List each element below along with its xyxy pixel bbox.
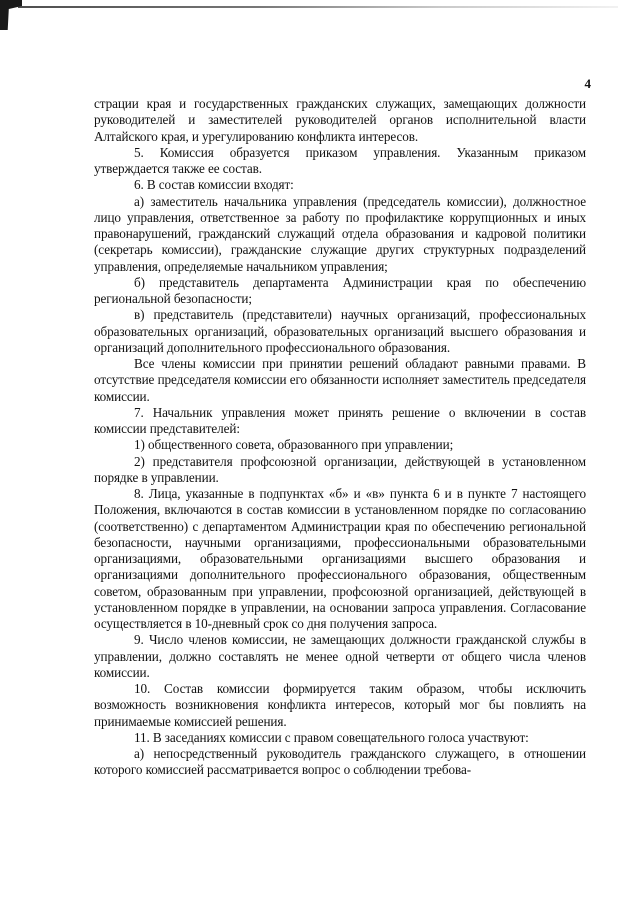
paragraph-item-7: 7. Начальник управления может принять решение о включении в состав комиссии представителей: (94, 404, 586, 436)
paragraph-item-7-2: 2) представителя профсоюзной организации, действующей в установленном порядке в управлении. (94, 453, 586, 485)
paragraph-item-10: 10. Состав комиссии формируется таким образом, чтобы исключить возможность возникновения конфликта интересов, который мог бы повлиять на принимаемые комиссией решения. (94, 681, 586, 729)
document-body (94, 96, 586, 779)
scan-edge-line (18, 6, 618, 8)
paragraph-item-5: 5. Комиссия образуется приказом управления. Указанным приказом утверждается также ее состав. (94, 144, 586, 176)
paragraph-equal-rights: Все члены комиссии при принятии решений обладают равными правами. В отсутствие председателя комиссии его обязанности исполняет заместитель председателя комиссии. (94, 356, 586, 404)
paragraph-item-6b: б) представитель департамента Администрации края по обеспечению региональной безопасности; (94, 274, 586, 306)
paragraph-item-6a: а) заместитель начальника управления (председатель комиссии), должностное лицо управления, ответственное за работу по профилактике коррупционных и иных правонарушений, гражданский служащий отдела образования и кадровой политики (секретарь комиссии), гражданские служащие других структурных подразделений управления, определяемые начальником управления; (94, 193, 586, 274)
paragraph-item-9: 9. Число членов комиссии, не замещающих должности гражданской службы в управлении, должно составлять не менее одной четверти от общего числа членов комиссии. (94, 632, 586, 680)
paragraph-item-7-1: 1) общественного совета, образованного при управлении; (134, 437, 454, 453)
paragraph-continuation: страции края и государственных гражданских служащих, замещающих должности руководителей и заместителей руководителей органов исполнительной власти Алтайского края, и урегулированию конфликта интересов. (94, 96, 586, 144)
scan-corner-mark (0, 0, 22, 30)
page-number: 4 (584, 76, 591, 91)
paragraph-item-11: 11. В заседаниях комиссии с правом совещательного голоса участвуют: (134, 729, 529, 745)
paragraph-item-6v: в) представитель (представители) научных организаций, профессиональных образовательных организаций, образовательных организаций высшего образования и организаций дополнительного профессионального образования. (94, 307, 586, 355)
paragraph-item-11a: а) непосредственный руководитель гражданского служащего, в отношении которого комиссией рассматривается вопрос о соблюдении требова- (94, 746, 586, 778)
paragraph-item-8: 8. Лица, указанные в подпунктах «б» и «в» пункта 6 и в пункте 7 настоящего Положения, включаются в состав комиссии в установленном порядке по согласованию (соответственно) с департаментом Администрации края по обеспечению региональной безопасности, научными организациями, профессиональными образовательными организациями, образовательными организациями высшего образования и организациями дополнительного профессионального образования, общественным советом, образованным при управлении, профсоюзной организацией, действующей в установленном порядке в управлении, на основании запроса управления. Согласование осуществляется в 10-дневный срок со дня получения запроса. (94, 486, 586, 631)
paragraph-item-6: 6. В состав комиссии входят: (134, 177, 294, 193)
